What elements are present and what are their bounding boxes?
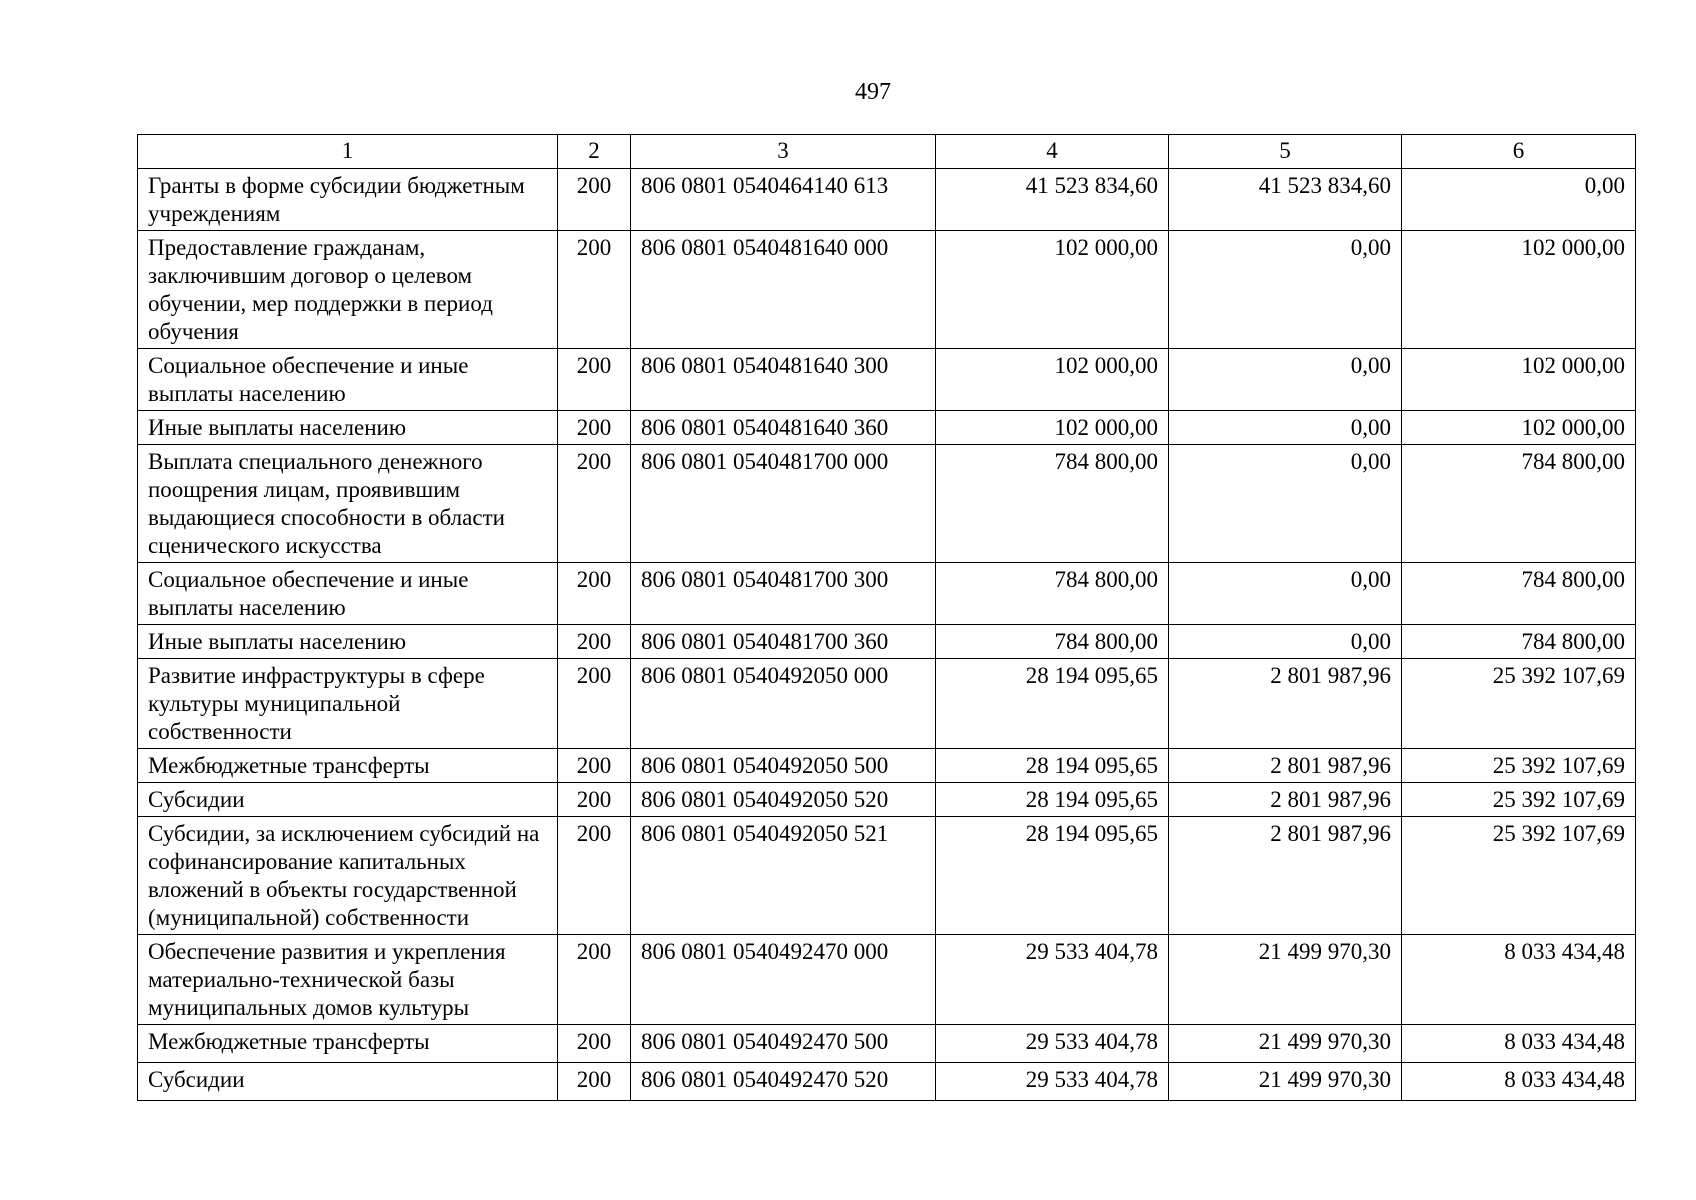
table-row — [138, 1025, 1636, 1063]
row-amount-col6: 784 800,00 — [1402, 563, 1636, 625]
row-name-cell: Межбюджетные трансферты — [138, 749, 558, 783]
row-code-cell: 200 — [558, 563, 631, 625]
row-classification-cell: 806 0801 0540481640 000 — [631, 231, 936, 349]
row-name-cell: Субсидии — [138, 1063, 558, 1101]
row-classification-cell: 806 0801 0540481640 360 — [631, 411, 936, 445]
row-amount-col5: 2 801 987,96 — [1169, 749, 1402, 783]
table-row — [138, 817, 1636, 935]
row-amount-col5: 2 801 987,96 — [1169, 817, 1402, 935]
row-amount-col6: 0,00 — [1402, 169, 1636, 231]
row-amount-col4: 28 194 095,65 — [936, 659, 1169, 749]
row-amount-col4: 102 000,00 — [936, 411, 1169, 445]
column-header: 1 — [138, 135, 558, 169]
row-classification-cell: 806 0801 0540481700 360 — [631, 625, 936, 659]
row-amount-col5: 21 499 970,30 — [1169, 935, 1402, 1025]
table-body — [138, 169, 1636, 1101]
row-code-cell: 200 — [558, 749, 631, 783]
column-header: 2 — [558, 135, 631, 169]
column-header: 3 — [631, 135, 936, 169]
row-amount-col4: 28 194 095,65 — [936, 749, 1169, 783]
table-row — [138, 411, 1636, 445]
row-classification-cell: 806 0801 0540492050 500 — [631, 749, 936, 783]
row-name-cell: Иные выплаты населению — [138, 625, 558, 659]
row-amount-col5: 41 523 834,60 — [1169, 169, 1402, 231]
budget-table — [137, 134, 1636, 1101]
row-amount-col4: 102 000,00 — [936, 231, 1169, 349]
row-code-cell: 200 — [558, 783, 631, 817]
row-classification-cell: 806 0801 0540492050 000 — [631, 659, 936, 749]
row-code-cell: 200 — [558, 411, 631, 445]
row-amount-col4: 28 194 095,65 — [936, 783, 1169, 817]
row-amount-col4: 29 533 404,78 — [936, 1063, 1169, 1101]
row-amount-col5: 0,00 — [1169, 563, 1402, 625]
row-classification-cell: 806 0801 0540481700 000 — [631, 445, 936, 563]
row-amount-col5: 21 499 970,30 — [1169, 1063, 1402, 1101]
row-code-cell: 200 — [558, 935, 631, 1025]
row-name-cell: Обеспечение развития и укрепления материально-технической базы муниципальных домов культуры — [138, 935, 558, 1025]
row-amount-col6: 25 392 107,69 — [1402, 783, 1636, 817]
row-classification-cell: 806 0801 0540492470 000 — [631, 935, 936, 1025]
row-amount-col4: 784 800,00 — [936, 625, 1169, 659]
row-amount-col6: 8 033 434,48 — [1402, 1025, 1636, 1063]
row-amount-col4: 41 523 834,60 — [936, 169, 1169, 231]
table-header — [138, 135, 1636, 169]
row-code-cell: 200 — [558, 169, 631, 231]
row-amount-col6: 102 000,00 — [1402, 231, 1636, 349]
table-row — [138, 935, 1636, 1025]
row-amount-col4: 102 000,00 — [936, 349, 1169, 411]
row-name-cell: Социальное обеспечение и иные выплаты населению — [138, 563, 558, 625]
row-code-cell: 200 — [558, 659, 631, 749]
row-code-cell: 200 — [558, 231, 631, 349]
row-name-cell: Субсидии — [138, 783, 558, 817]
table-row — [138, 349, 1636, 411]
row-amount-col6: 102 000,00 — [1402, 411, 1636, 445]
row-code-cell: 200 — [558, 445, 631, 563]
row-amount-col4: 28 194 095,65 — [936, 817, 1169, 935]
row-amount-col5: 21 499 970,30 — [1169, 1025, 1402, 1063]
row-amount-col5: 0,00 — [1169, 231, 1402, 349]
table-row — [138, 1063, 1636, 1101]
row-amount-col4: 29 533 404,78 — [936, 935, 1169, 1025]
row-name-cell: Развитие инфраструктуры в сфере культуры муниципальной собственности — [138, 659, 558, 749]
row-name-cell: Иные выплаты населению — [138, 411, 558, 445]
row-name-cell: Социальное обеспечение и иные выплаты населению — [138, 349, 558, 411]
row-amount-col5: 0,00 — [1169, 445, 1402, 563]
row-name-cell: Предоставление гражданам, заключившим договор о целевом обучении, мер поддержки в период обучения — [138, 231, 558, 349]
row-amount-col6: 784 800,00 — [1402, 625, 1636, 659]
row-name-cell: Субсидии, за исключением субсидий на софинансирование капитальных вложений в объекты государственной (муниципальной) собственности — [138, 817, 558, 935]
row-classification-cell: 806 0801 0540492470 500 — [631, 1025, 936, 1063]
row-amount-col6: 25 392 107,69 — [1402, 749, 1636, 783]
row-code-cell: 200 — [558, 1025, 631, 1063]
row-amount-col6: 8 033 434,48 — [1402, 935, 1636, 1025]
row-code-cell: 200 — [558, 625, 631, 659]
column-header: 4 — [936, 135, 1169, 169]
row-amount-col5: 2 801 987,96 — [1169, 783, 1402, 817]
table-row — [138, 231, 1636, 349]
row-amount-col6: 8 033 434,48 — [1402, 1063, 1636, 1101]
table-row — [138, 169, 1636, 231]
row-classification-cell: 806 0801 0540464140 613 — [631, 169, 936, 231]
row-code-cell: 200 — [558, 349, 631, 411]
row-classification-cell: 806 0801 0540481700 300 — [631, 563, 936, 625]
column-header: 5 — [1169, 135, 1402, 169]
row-classification-cell: 806 0801 0540481640 300 — [631, 349, 936, 411]
row-amount-col4: 784 800,00 — [936, 445, 1169, 563]
row-name-cell: Гранты в форме субсидии бюджетным учреждениям — [138, 169, 558, 231]
table-row — [138, 749, 1636, 783]
row-amount-col4: 29 533 404,78 — [936, 1025, 1169, 1063]
row-amount-col6: 25 392 107,69 — [1402, 817, 1636, 935]
table-row — [138, 783, 1636, 817]
column-header: 6 — [1402, 135, 1636, 169]
table-row — [138, 659, 1636, 749]
row-code-cell: 200 — [558, 817, 631, 935]
page-number: 497 — [855, 79, 891, 105]
row-name-cell: Выплата специального денежного поощрения лицам, проявившим выдающиеся способности в области сценического искусства — [138, 445, 558, 563]
row-code-cell: 200 — [558, 1063, 631, 1101]
row-classification-cell: 806 0801 0540492050 520 — [631, 783, 936, 817]
row-amount-col5: 0,00 — [1169, 625, 1402, 659]
table-row — [138, 445, 1636, 563]
row-classification-cell: 806 0801 0540492050 521 — [631, 817, 936, 935]
row-amount-col6: 25 392 107,69 — [1402, 659, 1636, 749]
row-name-cell: Межбюджетные трансферты — [138, 1025, 558, 1063]
table-row — [138, 625, 1636, 659]
row-amount-col4: 784 800,00 — [936, 563, 1169, 625]
table-row — [138, 563, 1636, 625]
header-row — [138, 135, 1636, 169]
row-amount-col5: 2 801 987,96 — [1169, 659, 1402, 749]
row-amount-col5: 0,00 — [1169, 411, 1402, 445]
row-classification-cell: 806 0801 0540492470 520 — [631, 1063, 936, 1101]
row-amount-col6: 102 000,00 — [1402, 349, 1636, 411]
row-amount-col6: 784 800,00 — [1402, 445, 1636, 563]
row-amount-col5: 0,00 — [1169, 349, 1402, 411]
